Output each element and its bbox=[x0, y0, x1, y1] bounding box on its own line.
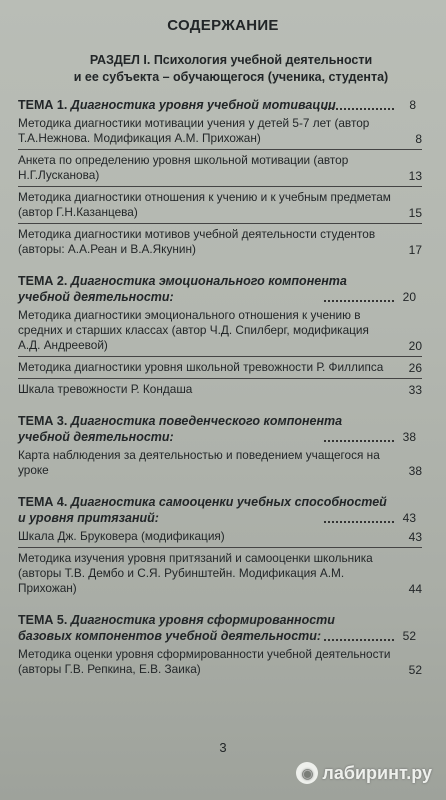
section-heading-line-1: РАЗДЕЛ I. Психология учебной деятельности bbox=[89, 53, 373, 67]
leader-dots bbox=[324, 639, 394, 641]
section-heading-line-2: и ее субъекта – обучающегося (ученика, студента) bbox=[73, 70, 389, 84]
toc-entry bbox=[18, 644, 422, 680]
entry-text: Карта наблюдения за деятельностью и поведением учащегося на уроке bbox=[18, 448, 380, 477]
leader-dots bbox=[324, 300, 394, 302]
toc-entry bbox=[18, 379, 422, 400]
entry-text: Методика диагностики мотивов учебной деятельности студентов (авторы: А.А.Реан и В.А.Якунин) bbox=[18, 227, 376, 256]
toc-theme bbox=[18, 97, 422, 260]
entry-text: Методика диагностики отношения к учению и к учебным предметам (автор Г.Н.Казанцева) bbox=[18, 190, 391, 219]
toc-entry bbox=[18, 445, 422, 481]
entry-text: Методика оценки уровня сформированности учебной деятельности (авторы Г.В. Репкина, Е.В. Заика) bbox=[18, 647, 391, 676]
theme-page: 38 bbox=[402, 430, 416, 444]
entry-text: Методика диагностики уровня школьной тревожности Р. Филлипса bbox=[18, 360, 384, 374]
entry-page: 15 bbox=[408, 206, 422, 220]
theme-title: Диагностика эмоционального компонента учебной деятельности: bbox=[18, 274, 347, 304]
leader-dots bbox=[324, 440, 394, 442]
theme-number: ТЕМА 1. bbox=[18, 98, 68, 112]
toc-theme bbox=[18, 612, 422, 680]
theme-heading bbox=[18, 273, 422, 305]
entry-page: 33 bbox=[408, 383, 422, 397]
theme-page: 43 bbox=[402, 511, 416, 525]
entry-page: 8 bbox=[415, 132, 422, 146]
watermark-text: лабиринт.ру bbox=[322, 762, 432, 783]
entry-page: 20 bbox=[408, 339, 422, 353]
toc-theme bbox=[18, 413, 422, 481]
theme-page: 8 bbox=[409, 98, 416, 112]
page-number: 3 bbox=[219, 740, 227, 755]
watermark bbox=[296, 762, 432, 784]
theme-number: ТЕМА 2. bbox=[18, 274, 68, 288]
toc-entry bbox=[18, 526, 422, 548]
theme-heading bbox=[18, 612, 422, 644]
toc-entry bbox=[18, 224, 422, 260]
table-of-contents bbox=[18, 97, 422, 693]
toc-theme bbox=[18, 273, 422, 400]
toc-entry bbox=[18, 150, 422, 187]
theme-title: Диагностика уровня учебной мотивации bbox=[70, 98, 336, 112]
entry-text: Методика диагностики мотивации учения у детей 5-7 лет (автор Т.А.Нежнова. Модификация А.М. Прихожан) bbox=[18, 116, 370, 145]
entry-text: Методика изучения уровня притязаний и самооценки школьника (авторы Т.В. Дембо и С.Я. Рубинштейн. Модификация А.М. Прихожан) bbox=[18, 551, 373, 595]
toc-entry bbox=[18, 113, 422, 150]
entry-text: Шкала Дж. Бруковера (модификация) bbox=[18, 529, 225, 543]
leader-dots bbox=[324, 521, 394, 523]
entry-page: 38 bbox=[408, 464, 422, 478]
theme-heading bbox=[18, 97, 422, 113]
toc-entry bbox=[18, 548, 422, 599]
toc-entry bbox=[18, 357, 422, 379]
entry-text: Анкета по определению уровня школьной мотивации (автор Н.Г.Лусканова) bbox=[18, 153, 349, 182]
entry-page: 17 bbox=[408, 243, 422, 257]
entry-page: 26 bbox=[408, 361, 422, 375]
theme-heading bbox=[18, 413, 422, 445]
section-heading bbox=[36, 52, 426, 86]
toc-theme bbox=[18, 494, 422, 599]
entry-text: Методика диагностики эмоционального отношения к учению в средних и старших классах (автор Ч.Д. Спилберг, модификация А.Д. Андреевой) bbox=[18, 308, 369, 352]
entry-text: Шкала тревожности Р. Кондаша bbox=[18, 382, 193, 396]
theme-title: Диагностика уровня сформированности базовых компонентов учебной деятельности: bbox=[18, 613, 335, 643]
leader-dots bbox=[324, 108, 394, 110]
entry-page: 52 bbox=[408, 663, 422, 677]
theme-number: ТЕМА 3. bbox=[18, 414, 68, 428]
theme-heading bbox=[18, 494, 422, 526]
toc-entry bbox=[18, 305, 422, 357]
labirint-logo-icon: ◉ bbox=[296, 762, 318, 784]
theme-title: Диагностика самооценки учебных способностей и уровня притязаний: bbox=[18, 495, 387, 525]
theme-number: ТЕМА 4. bbox=[18, 495, 68, 509]
theme-page: 20 bbox=[402, 290, 416, 304]
theme-title: Диагностика поведенческого компонента учебной деятельности: bbox=[18, 414, 343, 444]
entry-page: 43 bbox=[408, 530, 422, 544]
entry-page: 44 bbox=[408, 582, 422, 596]
page-title: СОДЕРЖАНИЕ bbox=[167, 17, 279, 34]
theme-page: 52 bbox=[402, 629, 416, 643]
entry-page: 13 bbox=[408, 169, 422, 183]
theme-number: ТЕМА 5. bbox=[18, 613, 68, 627]
toc-entry bbox=[18, 187, 422, 224]
